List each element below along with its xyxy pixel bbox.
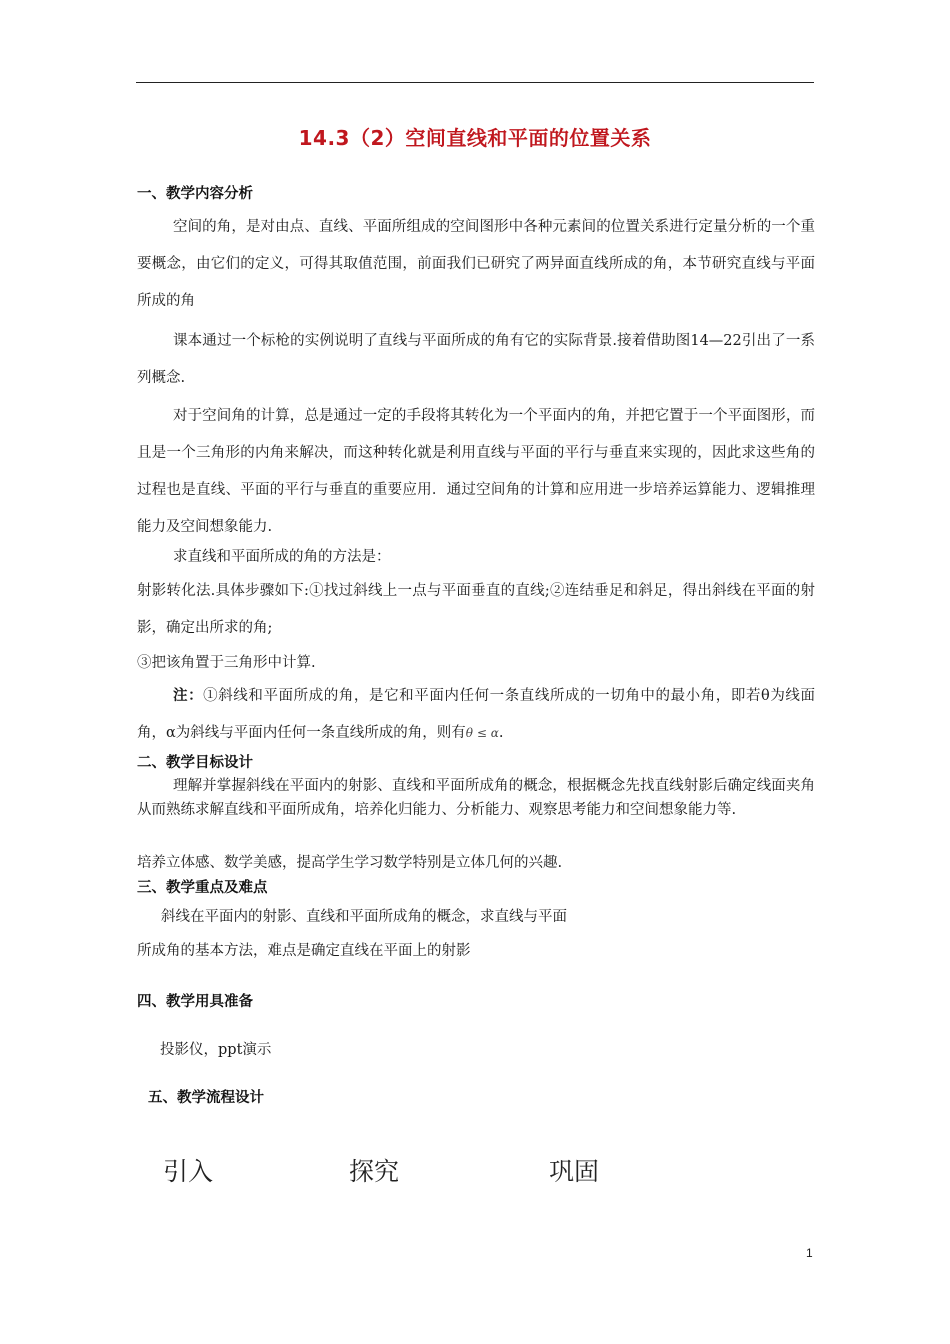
note-text: ①斜线和平面所成的角，是它和平面内任何一条直线所成的一切角中的最小角，即若θ为线面角，α为斜线与平面内任何一条直线所成的角，则有 [137, 688, 815, 741]
method-intro: 求直线和平面所成的角的方法是： [173, 549, 391, 565]
section-2-heading: 二、教学目标设计 [137, 755, 253, 771]
section-3-line-2: 所成角的基本方法，难点是确定直线在平面上的射影 [137, 943, 471, 959]
note-paragraph [137, 678, 815, 752]
section-3-line-1: 斜线在平面内的射影、直线和平面所成角的概念，求直线与平面 [161, 909, 567, 925]
section-5-heading: 五、教学流程设计 [148, 1090, 264, 1106]
section-1-heading: 一、教学内容分析 [137, 186, 253, 202]
header-rule [136, 82, 814, 83]
section-2-paragraph-1: 理解并掌握斜线在平面内的射影、直线和平面所成角的概念，根据概念先找直线射影后确定线面夹角从而熟练求解直线和平面所成角，培养化归能力、分析能力、观察思考能力和空间想象能力等. [137, 778, 815, 818]
document-title: 14.3（2）空间直线和平面的位置关系 [298, 126, 652, 150]
page-number: 1 [806, 1246, 813, 1260]
section-4-heading: 四、教学用具准备 [137, 994, 253, 1010]
section-2-paragraph-2: 培养立体感、数学美感，提高学生学习数学特别是立体几何的兴趣. [137, 855, 563, 871]
method-step-3: ③把该角置于三角形中计算. [137, 655, 316, 671]
section-4-text: 投影仪，ppt演示 [160, 1042, 272, 1058]
flow-step-explore: 探究 [349, 1157, 400, 1186]
section-3-heading: 三、教学重点及难点 [137, 880, 268, 896]
section-1-paragraph-1: 空间的角，是对由点、直线、平面所组成的空间图形中各种元素间的位置关系进行定量分析的一个重要概念，由它们的定义，可得其取值范围，前面我们已研究了两异面直线所成的角，本节研究直线与平面所成的角 [137, 219, 815, 309]
method-steps: 射影转化法.具体步骤如下:①找过斜线上一点与平面垂直的直线;②连结垂足和斜足，得出斜线在平面的射影，确定出所求的角; [137, 583, 815, 636]
section-1-paragraph-3: 对于空间角的计算，总是通过一定的手段将其转化为一个平面内的角，并把它置于一个平面图形，而且是一个三角形的内角来解决，而这种转化就是利用直线与平面的平行与垂直来实现的，因此求这些角的过程也是直线、平面的平行与垂直的重要应用．通过空间角的计算和应用进一步培养运算能力、逻辑推理能力及空间想象能力. [137, 408, 815, 535]
flow-step-consolidate: 巩固 [549, 1157, 600, 1186]
note-formula: θ ≤ α [465, 726, 499, 740]
flow-step-intro: 引入 [163, 1157, 214, 1186]
section-1-paragraph-2: 课本通过一个标枪的实例说明了直线与平面所成的角有它的实际背景.接着借助图14—22引出了一系列概念. [137, 333, 815, 386]
note-label: 注： [173, 688, 204, 704]
note-end: . [498, 725, 504, 741]
